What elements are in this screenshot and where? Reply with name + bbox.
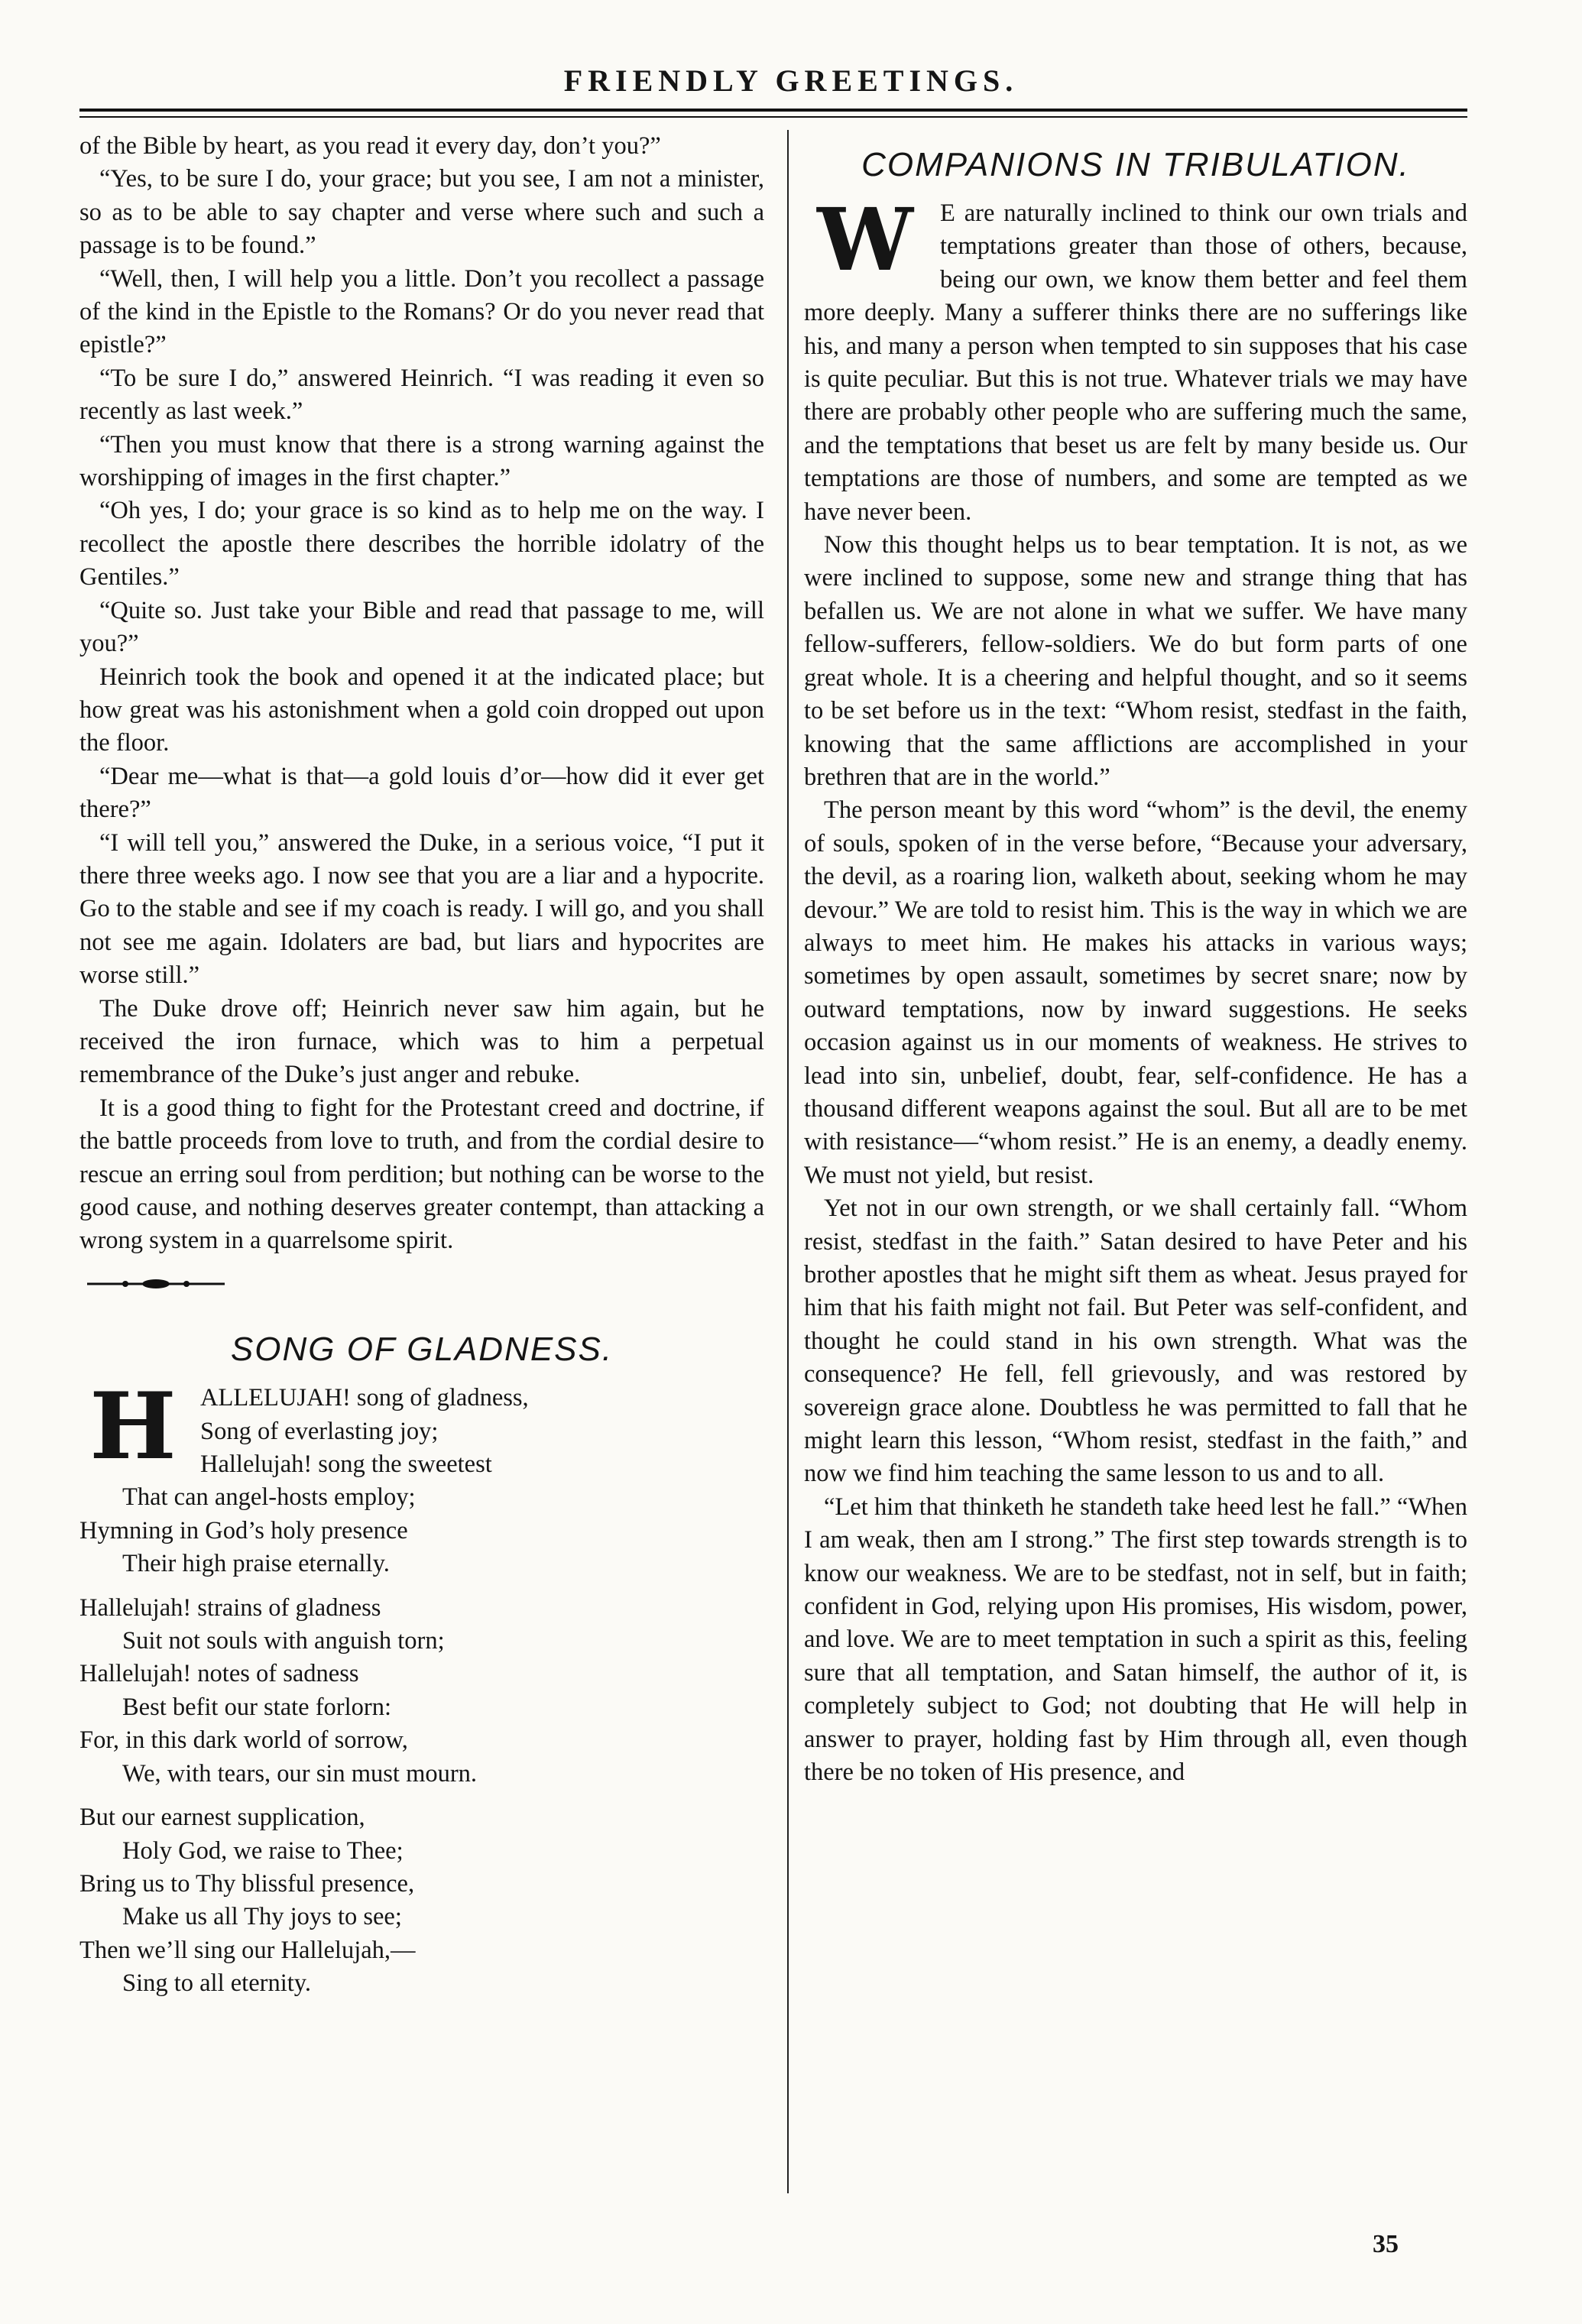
- article-first-word: E: [940, 199, 955, 227]
- poem-line: Make us all Thy joys to see;: [122, 1903, 402, 1931]
- poem-line: Best befit our state forlorn:: [122, 1693, 391, 1721]
- article-paragraph: Now this thought helps us to bear temptation. It is not, as we were inclined to suppose, some new and strange thing that has befallen us. We are not alone in what we suffer. We have many fellow-sufferers, fellow-soldiers. We do but form parts of one great whole. It is a cheering and helpful thought, and so it seems to be set before us in the text: “Whom resist, stedfast in the faith, knowing that the same afflictions are accomplished in your brethren that are in the world.”: [804, 531, 1467, 791]
- article-paragraph: “Let him that thinketh he standeth take heed lest he fall.” “When I am weak, then am I strong.” The first step towards strength is to know our weakness. We are to be stedfast, not in self, but in faith; confident in God, relying upon His promises, His wisdom, power, and love. We are to meet temptation in such a spirit as this, feeling sure that all temptation, and Satan himself, the author of it, is completely subject to God; not doubting that He will help in answer to prayer, holding fast by Him through all, even though there be no token of His presence, and: [804, 1493, 1467, 1787]
- article-title: COMPANIONS IN TRIBULATION.: [861, 146, 1410, 183]
- article-paragraph: [804, 190, 1467, 529]
- story-paragraph: Heinrich took the book and opened it at the indicated place; but how great was his astonishment when a gold coin dropped out upon the floor.: [79, 663, 764, 757]
- article-paragraph: Yet not in our own strength, or we shall certainly fall. “Whom resist, stedfast in the faith.” Satan desired to have Peter and his brother apostles that he might sift them as wheat. Jesus prayed for him that his faith might not fail. But Peter was self-confident, and thought he could stand in his own strength. What was the consequence? He fell, fell grievously, and was restored by sovereign grace alone. Doubtless he was permitted to fall that he might learn this lesson, “Whom resist, stedfast in the faith,” and now we find him teaching the same lesson to us and to all.: [804, 1194, 1467, 1488]
- story-paragraph: “To be sure I do,” answered Heinrich. “I was reading it even so recently as last week.”: [79, 364, 764, 426]
- right-column: [804, 130, 1467, 1790]
- poem-line: Song of everlasting joy;: [200, 1417, 439, 1445]
- poem-line: Suit not souls with anguish torn;: [122, 1627, 445, 1655]
- poem-line: Hallelujah! song the sweetest: [200, 1450, 492, 1479]
- poem-stanza-3: [79, 1801, 764, 2000]
- story-paragraph: “Dear me—what is that—a gold louis d’or—how did it ever get there?”: [79, 762, 764, 824]
- poem-stanza-1: [79, 1373, 764, 1580]
- story-paragraph: of the Bible by heart, as you read it every day, don’t you?”: [79, 132, 661, 160]
- poem-line: Their high praise eternally.: [122, 1550, 390, 1578]
- poem-line: But our earnest supplication,: [79, 1804, 365, 1832]
- header-rule-thin: [79, 116, 1467, 118]
- poem-line: Hymning in God’s holy presence: [79, 1516, 408, 1544]
- poem-drop-cap: H: [89, 1373, 177, 1481]
- poem-line: For, in this dark world of sorrow,: [79, 1726, 408, 1755]
- poem-line: Sing to all eternity.: [122, 1969, 312, 1998]
- poem-stanza-2: [79, 1592, 764, 1791]
- poem-title: SONG OF GLADNESS.: [230, 1331, 614, 1369]
- poem-line: Hallelujah! notes of sadness: [79, 1660, 359, 1688]
- page-number: 35: [1373, 2230, 1399, 2258]
- poem-line-text: ! song of gladness,: [342, 1384, 529, 1412]
- header-rule-thick: [79, 109, 1467, 112]
- section-ornament: [79, 1276, 232, 1292]
- running-title: FRIENDLY GREETINGS.: [563, 63, 1019, 98]
- story-paragraph: “Yes, to be sure I do, your grace; but you see, I am not a minister, so as to be able to say chapter and verse where such and such a passage is to be found.”: [79, 165, 764, 260]
- poem-line: Hallelujah! strains of gladness: [79, 1593, 381, 1622]
- poem-line: We, with tears, our sin must mourn.: [122, 1759, 478, 1788]
- article-paragraph: The person meant by this word “whom” is the devil, the enemy of souls, spoken of in the verse before, “Because your adversary, the devil, as a roaring lion, walketh about, seeking whom he may devour.” We are told to resist him. This is the way in which we are always to meet him. He makes his attacks in various ways; sometimes by open assault, sometimes by secret snare; now by outward temptations, now by inward suggestions. He seeks occasion against us in our moments of weakness. He strives to lead into sin, unbelief, doubt, fear, self-confidence. He has a thousand different weapons against the soul. But all are to be met with resistance—“whom resist.” He is an enemy, a deadly enemy. We must not yield, but resist.: [804, 796, 1467, 1189]
- left-column: [79, 130, 764, 2011]
- poem-line: Holy God, we raise to Thee;: [122, 1836, 404, 1865]
- story-paragraph: It is a good thing to fight for the Protestant creed and doctrine, if the battle proceeds from love to truth, and from the cordial desire to rescue an erring soul from perdition; but nothing can be worse to the good cause, and nothing deserves greater contempt, than attacking a wrong system in a quarrelsome spirit.: [79, 1094, 764, 1255]
- story-paragraph: The Duke drove off; Heinrich never saw him again, but he received the iron furnace, which was to him a perpetual remembrance of the Duke’s just anger and rebuke.: [79, 994, 764, 1089]
- poem-line: Bring us to Thy blissful presence,: [79, 1869, 415, 1898]
- article-paragraph-text: are naturally inclined to think our own trials and temptations greater than those of others, because, being our own, we know them better and feel them more deeply. Many a sufferer thinks there are no sufferings like his, and many a person when tempted to sin supposes that his case is quite peculiar. But this is not true. Whatever trials we may have there are probably other people who are suffering much the same, and the temptations that beset us are felt by many beside us. Our temptations are those of numbers, and some are tempted as we have never been.: [804, 199, 1467, 526]
- poem-line: That can angel-hosts employ;: [122, 1483, 416, 1512]
- story-paragraph: “Oh yes, I do; your grace is so kind as to help me on the way. I recollect the apostle there describes the horrible idolatry of the Gentiles.”: [79, 497, 764, 592]
- column-divider: [787, 130, 789, 2193]
- article-drop-cap: W: [817, 190, 913, 290]
- story-paragraph: “Well, then, I will help you a little. Don’t you recollect a passage of the kind in the Epistle to the Romans? Or do you never read that epistle?”: [79, 264, 764, 359]
- poem-line: Then we’ll sing our Hallelujah,—: [79, 1936, 416, 1964]
- story-paragraph: “Then you must know that there is a strong warning against the worshipping of images in the first chapter.”: [79, 430, 764, 492]
- poem-first-word: ALLELUJAH: [200, 1384, 342, 1412]
- story-paragraph: “I will tell you,” answered the Duke, in a serious voice, “I put it there three weeks ago. I now see that you are a liar and a hypocrite. Go to the stable and see if my coach is ready. I will go, and you shall not see me again. Idolaters are bad, but liars and hypocrites are worse still.”: [79, 828, 764, 990]
- story-paragraph: “Quite so. Just take your Bible and read that passage to me, will you?”: [79, 596, 764, 658]
